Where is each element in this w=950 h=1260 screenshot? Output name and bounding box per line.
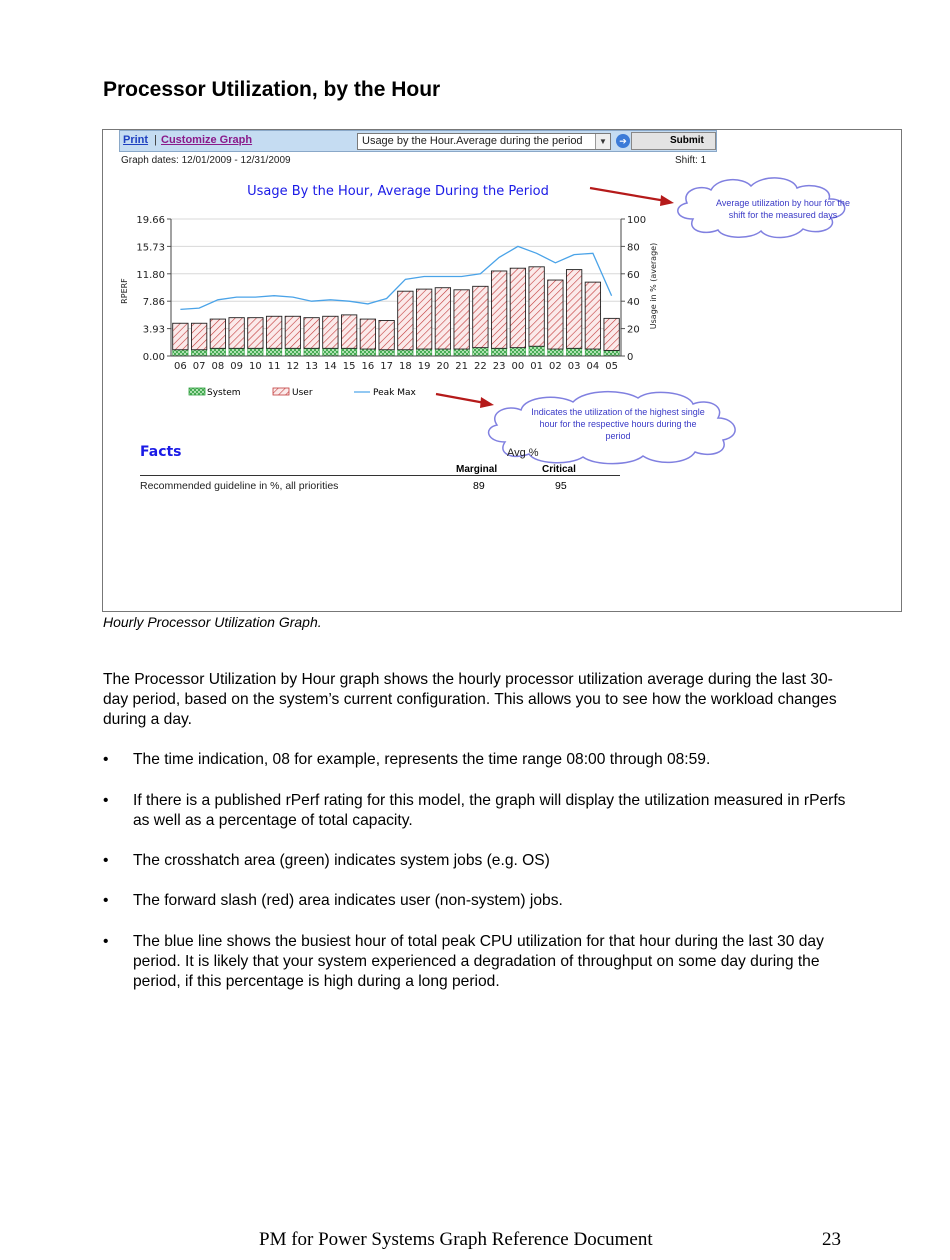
print-link[interactable]: Print <box>123 134 149 146</box>
y2-tick-label: 20 <box>627 324 640 336</box>
y2-tick-label: 0 <box>627 352 634 363</box>
graph-figure <box>102 129 902 612</box>
user-bar <box>529 267 544 346</box>
y2-axis-label: Usage in % (average) <box>649 242 658 330</box>
user-bar <box>416 289 431 349</box>
y2-tick-label: 80 <box>627 242 640 254</box>
bullet-text: The blue line shows the busiest hour of total peak CPU utilization for that hour during the last 30 day period. It is likely that your system experienced a degradation of throughput on some day during the period, if this percentage is high during a long period. <box>133 933 824 990</box>
x-tick-label: 09 <box>230 361 243 372</box>
y-tick-label: 15.73 <box>136 242 165 254</box>
facts-marginal-header: Marginal <box>456 464 498 475</box>
y2-tick-label: 60 <box>627 269 640 281</box>
footer-title: PM for Power Systems Graph Reference Document <box>259 1229 653 1250</box>
callout-text-top: Average utilization by hour for the shift for the measured days <box>716 198 850 220</box>
x-tick-label: 21 <box>455 361 468 372</box>
system-bar <box>454 349 469 356</box>
page-number: 23 <box>822 1229 841 1250</box>
x-tick-label: 00 <box>511 361 525 372</box>
user-bar <box>510 268 525 347</box>
facts-critical-value: 95 <box>555 480 567 492</box>
user-bar <box>323 316 338 348</box>
x-tick-label: 01 <box>530 361 543 372</box>
x-tick-label: 14 <box>324 361 337 372</box>
user-bar <box>341 315 356 348</box>
bullet-dot: • <box>103 892 109 909</box>
y-tick-label: 11.80 <box>136 269 165 281</box>
callout-arrow-top <box>590 188 674 206</box>
user-bar <box>285 316 300 348</box>
system-bar <box>379 350 394 356</box>
x-tick-label: 20 <box>436 361 450 372</box>
user-bar <box>379 320 394 349</box>
peak-max-line <box>180 246 611 309</box>
chevron-down-icon[interactable]: ▼ <box>595 134 610 149</box>
shift-label: Shift: 1 <box>675 155 707 166</box>
user-bar <box>173 323 188 349</box>
system-bar <box>566 348 581 356</box>
legend-peak-label: Peak Max <box>373 388 416 398</box>
go-arrow-icon[interactable]: ➔ <box>616 134 630 148</box>
toolbar-separator: | <box>154 134 157 146</box>
facts-title: Facts <box>140 444 182 460</box>
x-tick-label: 23 <box>492 361 506 372</box>
system-bar <box>416 349 431 356</box>
user-bar <box>191 323 206 349</box>
facts-row-label: Recommended guideline in %, all priorities <box>140 480 339 492</box>
x-tick-label: 10 <box>249 361 262 372</box>
graph-type-select-value: Usage by the Hour.Average during the period <box>362 135 583 147</box>
system-bar <box>473 348 488 356</box>
submit-button[interactable]: Submit <box>631 132 716 150</box>
x-tick-label: 02 <box>549 361 562 372</box>
bullet-dot: • <box>103 751 109 768</box>
x-tick-label: 07 <box>192 361 206 372</box>
system-bar <box>266 348 281 356</box>
legend-user-label: User <box>292 388 313 398</box>
system-bar <box>548 349 563 356</box>
x-tick-label: 12 <box>286 361 300 372</box>
y2-tick-label: 100 <box>627 215 647 226</box>
x-tick-label: 06 <box>174 361 187 372</box>
user-bar <box>604 318 619 350</box>
user-bar <box>566 270 581 349</box>
x-tick-label: 05 <box>605 361 618 372</box>
x-tick-label: 22 <box>474 361 487 372</box>
intro-paragraph: The Processor Utilization by Hour graph shows the hourly processor utilization average during the last 30-day period, based on the system’s current configuration. This allows you to see how the workload changes during a day. <box>103 671 837 728</box>
user-bar <box>491 271 506 348</box>
x-tick-label: 15 <box>342 361 356 372</box>
user-bar <box>398 291 413 350</box>
facts-marginal-value: 89 <box>473 480 485 492</box>
system-bar <box>248 348 263 356</box>
user-bar <box>360 319 375 349</box>
system-bar <box>435 349 450 356</box>
system-bar <box>173 350 188 356</box>
system-bar <box>510 348 525 356</box>
facts-divider <box>140 475 620 476</box>
figure-caption: Hourly Processor Utilization Graph. <box>103 614 322 630</box>
graph-toolbar <box>119 130 717 152</box>
customize-graph-link[interactable]: Customize Graph <box>161 134 253 146</box>
callout-arrow-bottom <box>436 394 494 408</box>
bullet-dot: • <box>103 852 109 869</box>
system-bar <box>341 348 356 356</box>
x-tick-label: 17 <box>380 361 393 372</box>
chart-legend <box>189 388 417 398</box>
system-bar <box>304 348 319 356</box>
user-bar <box>585 282 600 349</box>
user-bar <box>304 318 319 349</box>
system-bar <box>323 348 338 356</box>
bullet-dot: • <box>103 933 109 950</box>
chart-title: Usage By the Hour, Average During the Period <box>247 184 549 199</box>
user-bar <box>266 316 281 348</box>
system-bar <box>398 350 413 356</box>
system-bar <box>604 350 619 356</box>
y2-tick-label: 40 <box>627 297 640 309</box>
bullet-text: The time indication, 08 for example, represents the time range 08:00 through 08:59. <box>133 751 711 768</box>
user-bar <box>210 319 225 348</box>
legend-user-swatch <box>273 388 289 395</box>
callout-text-bottom: Indicates the utilization of the highest single hour for the respective hours during the period <box>531 407 705 441</box>
graph-dates: Graph dates: 12/01/2009 - 12/31/2009 <box>121 155 291 166</box>
y-tick-label: 19.66 <box>136 215 165 226</box>
legend-system-swatch <box>189 388 205 395</box>
system-bar <box>491 348 506 356</box>
facts-critical-header: Critical <box>542 464 576 475</box>
user-bar <box>548 280 563 349</box>
x-tick-label: 19 <box>417 361 431 372</box>
x-tick-label: 08 <box>211 361 225 372</box>
x-tick-label: 03 <box>567 361 581 372</box>
system-bar <box>210 348 225 356</box>
bullet-text: The forward slash (red) area indicates user (non-system) jobs. <box>133 892 563 909</box>
bullet-text: If there is a published rPerf rating for this model, the graph will display the utilization measured in rPerfs as well as a percentage of total capacity. <box>133 792 846 829</box>
system-bar <box>529 346 544 356</box>
system-bar <box>360 349 375 356</box>
user-bar <box>435 288 450 349</box>
x-tick-label: 04 <box>586 361 600 372</box>
legend-system-label: System <box>207 388 241 398</box>
y-axis-label: RPERF <box>120 278 129 304</box>
system-bar <box>585 349 600 356</box>
bullet-dot: • <box>103 792 109 809</box>
y-tick-label: 3.93 <box>142 324 165 336</box>
x-tick-label: 11 <box>267 361 281 372</box>
system-bar <box>229 348 244 356</box>
user-bar <box>248 318 263 349</box>
user-bar <box>229 318 244 349</box>
system-bar <box>285 348 300 356</box>
x-tick-label: 18 <box>399 361 412 372</box>
graph-type-select[interactable] <box>357 133 611 150</box>
bullet-text: The crosshatch area (green) indicates system jobs (e.g. OS) <box>133 852 550 869</box>
y-tick-label: 0.00 <box>142 352 165 363</box>
usage-chart <box>103 174 901 494</box>
facts-avg-header: Avg % <box>507 447 539 459</box>
page-title: Processor Utilization, by the Hour <box>103 78 441 101</box>
user-bar <box>454 290 469 349</box>
x-tick-label: 16 <box>361 361 375 372</box>
user-bar <box>473 286 488 347</box>
x-tick-label: 13 <box>305 361 318 372</box>
system-bar <box>191 350 206 356</box>
y-tick-label: 7.86 <box>142 297 165 309</box>
